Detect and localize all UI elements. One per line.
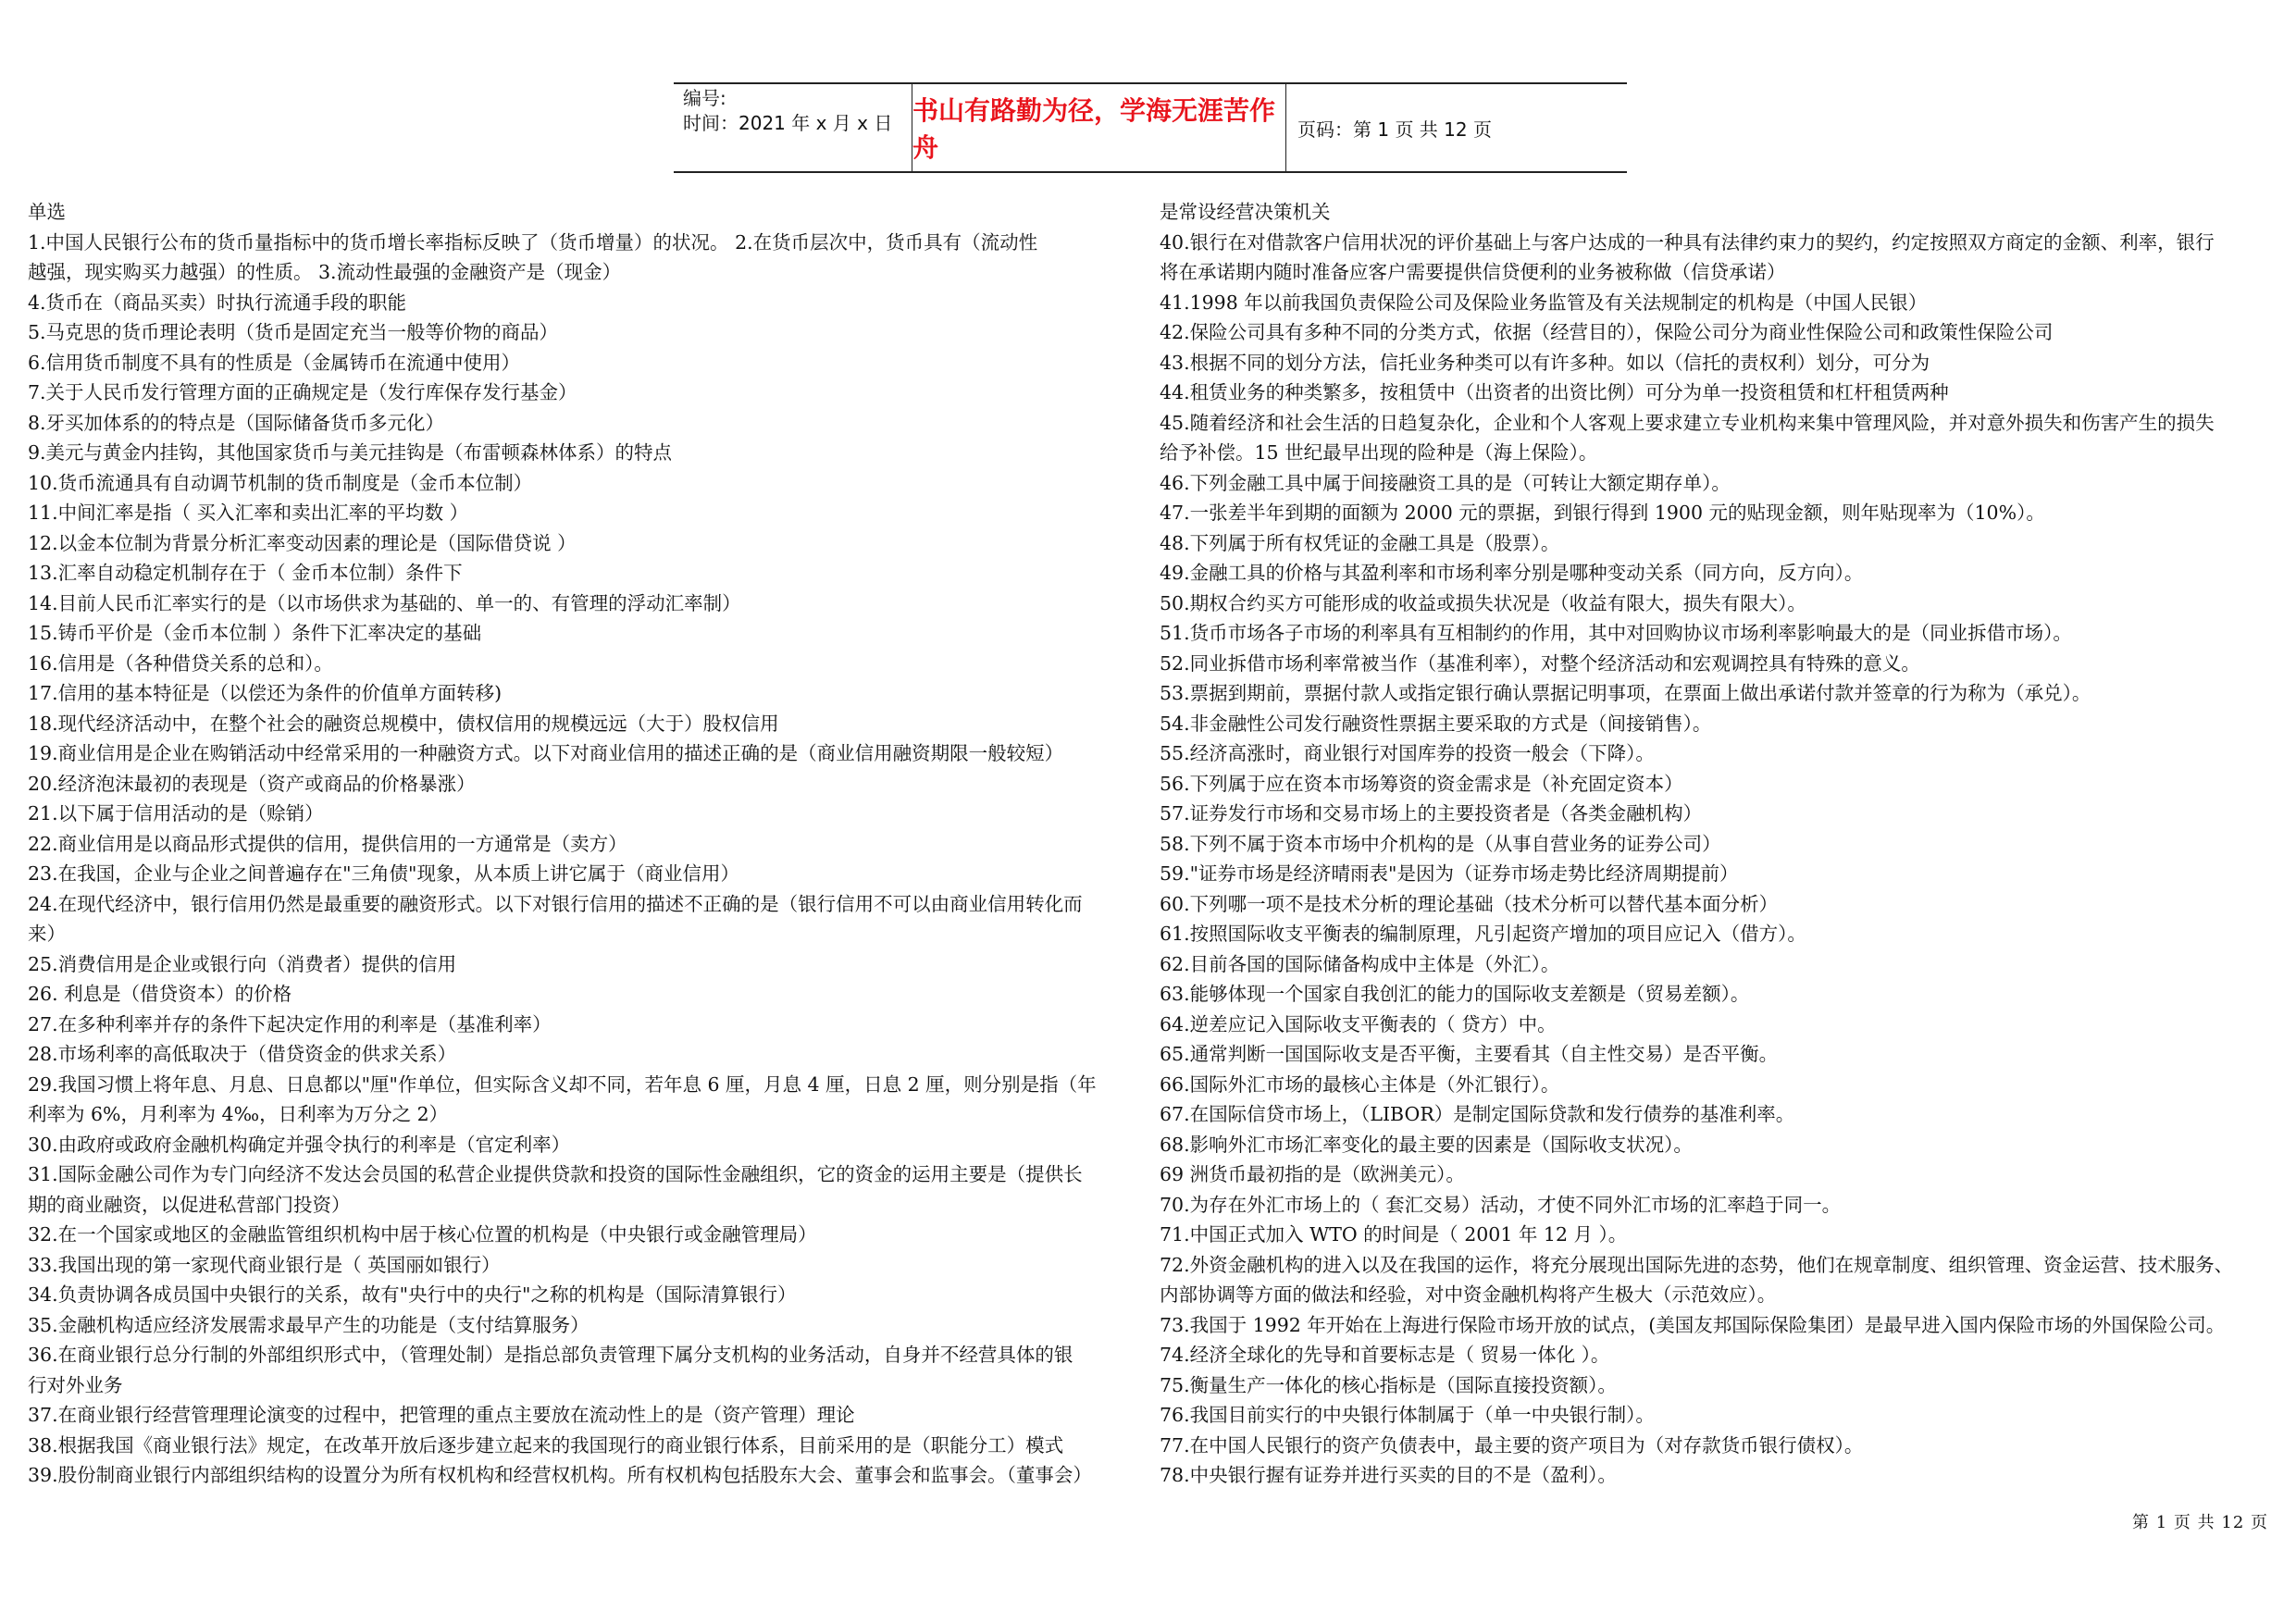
text-line: 66.国际外汇市场的最核心主体是（外汇银行）。 bbox=[1160, 1072, 1560, 1096]
text-line: 25.消费信用是企业或银行向（消费者）提供的信用 bbox=[28, 952, 457, 975]
text-line: 47.一张差半年到期的面额为 2000 元的票据，到银行得到 1900 元的贴现金额，则年贴现率为（10%）。 bbox=[1160, 502, 2045, 524]
text-line: 6.信用货币制度不具有的性质是（金属铸币在流通中使用） bbox=[28, 351, 521, 374]
text-line: 77.在中国人民银行的资产负债表中，最主要的资产项目为（对存款货币银行债权）。 bbox=[1160, 1433, 1864, 1457]
text-line: 30.由政府或政府金融机构确定并强令执行的利率是（官定利率） bbox=[28, 1133, 571, 1156]
text-line: 28.市场利率的高低取决于（借贷资金的供求关系） bbox=[28, 1043, 457, 1065]
text-line: 65.通常判断一国国际收支是否平衡，主要看其（自主性交易）是否平衡。 bbox=[1160, 1043, 1779, 1065]
text-line: 50.期权合约买方可能形成的收益或损失状况是（收益有限大，损失有限大）。 bbox=[1160, 591, 1806, 614]
text-line: 58.下列不属于资本市场中介机构的是（从事自营业务的证券公司） bbox=[1160, 832, 1721, 855]
text-line: 来） bbox=[28, 923, 66, 945]
text-line: 8.牙买加体系的的特点是（国际储备货币多元化） bbox=[28, 411, 445, 434]
text-line: 是常设经营决策机关 bbox=[1160, 201, 1331, 223]
text-line: 4.货币在（商品买卖）时执行流通手段的职能 bbox=[28, 291, 407, 314]
text-line: 63.能够体现一个国家自我创汇的能力的国际收支差额是（贸易差额）。 bbox=[1160, 983, 1750, 1005]
text-line: 35.金融机构适应经济发展需求最早产生的功能是（支付结算服务） bbox=[28, 1313, 590, 1336]
text-line: 17.信用的基本特征是（以偿还为条件的价值单方面转移) bbox=[28, 682, 503, 704]
text-line: 57.证券发行市场和交易市场上的主要投资者是（各类金融机构） bbox=[1160, 802, 1703, 824]
text-line: 44.租赁业务的种类繁多，按租赁中（出资者的出资比例）可分为单一投资租赁和杠杆租赁两种 bbox=[1160, 381, 1949, 403]
text-line: 给予补偿。15 世纪最早出现的险种是（海上保险）。 bbox=[1160, 441, 1598, 464]
text-line: 56.下列属于应在资本市场筹资的资金需求是（补充固定资本） bbox=[1160, 772, 1683, 795]
text-line: 23.在我国，企业与企业之间普遍存在"三角债"现象，从本质上讲它属于（商业信用） bbox=[28, 862, 739, 885]
text-line: 67.在国际信贷市场上，（LIBOR）是制定国际贷款和发行债券的基准利率。 bbox=[1160, 1103, 1795, 1125]
text-line: 71.中国正式加入 WTO 的时间是（ 2001 年 12 月 ）。 bbox=[1160, 1223, 1628, 1246]
text-line: 22.商业信用是以商品形式提供的信用，提供信用的一方通常是（卖方） bbox=[28, 832, 627, 855]
text-line: 1.中国人民银行公布的货币量指标中的货币增长率指标反映了（货币增量）的状况。 2.在货币层次中，货币具有（流动性 bbox=[28, 230, 1038, 254]
text-line: 29.我国习惯上将年息、月息、日息都以"厘"作单位，但实际含义却不同，若年息 6 厘，月息 4 厘，日息 2 厘，则分别是指（年 bbox=[28, 1072, 1097, 1096]
text-line: 14.目前人民币汇率实行的是（以市场供求为基础的、单一的、有管理的浮动汇率制） bbox=[28, 591, 741, 614]
text-line: 16.信用是（各种借贷关系的总和）。 bbox=[28, 651, 333, 675]
text-line: 60.下列哪一项不是技术分析的理论基础（技术分析可以替代基本面分析） bbox=[1160, 892, 1779, 915]
text-line: 33.我国出现的第一家现代商业银行是（ 英国丽如银行） bbox=[28, 1253, 501, 1276]
text-line: 34.负责协调各成员国中央银行的关系，故有"央行中的央行"之称的机构是（国际清算银行） bbox=[28, 1283, 797, 1306]
text-line: 45.随着经济和社会生活的日趋复杂化，企业和个人客观上要求建立专业机构来集中管理风险，并对意外损失和伤害产生的损失 bbox=[1160, 411, 2215, 434]
text-line: 利率为 6%，月利率为 4‰，日利率为万分之 2） bbox=[28, 1103, 449, 1125]
text-line: 将在承诺期内随时准备应客户需要提供信贷便利的业务被称做（信贷承诺） bbox=[1160, 261, 1786, 283]
text-line: 26. 利息是（借贷资本）的价格 bbox=[28, 983, 292, 1005]
text-line: 10.货币流通具有自动调节机制的货币制度是（金币本位制） bbox=[28, 471, 533, 494]
text-line: 54.非金融性公司发行融资性票据主要采取的方式是（间接销售）。 bbox=[1160, 712, 1712, 735]
text-line: 62.目前各国的国际储备构成中主体是（外汇）。 bbox=[1160, 952, 1560, 975]
text-line: 48.下列属于所有权凭证的金融工具是（股票）。 bbox=[1160, 531, 1560, 554]
text-line: 9.美元与黄金内挂钩，其他国家货币与美元挂钩是（布雷顿森林体系）的特点 bbox=[28, 441, 673, 464]
text-line: 5.马克思的货币理论表明（货币是固定充当一般等价物的商品） bbox=[28, 321, 559, 343]
text-line: 51.货币市场各子市场的利率具有互相制约的作用，其中对回购协议市场利率影响最大的是（同业拆借市场）。 bbox=[1160, 622, 2072, 644]
text-line: 64.逆差应记入国际收支平衡表的（ 贷方）中。 bbox=[1160, 1012, 1557, 1035]
text-line: 73.我国于 1992 年开始在上海进行保险市场开放的试点，(美国友邦国际保险集团）是最早进入国内保险市场的外国保险公司。 bbox=[1160, 1313, 2226, 1336]
text-line: 21.以下属于信用活动的是（赊销） bbox=[28, 802, 324, 824]
text-line: 53.票据到期前，票据付款人或指定银行确认票据记明事项，在票面上做出承诺付款并签章的行为称为（承兑）。 bbox=[1160, 682, 2091, 704]
text-line: 越强，现实购买力越强）的性质。 3.流动性最强的金融资产是（现金） bbox=[28, 261, 622, 283]
text-line: 70.为存在外汇市场上的（ 套汇交易）活动，才使不同外汇市场的汇率趋于同一。 bbox=[1160, 1193, 1842, 1216]
header-motto: 书山有路勤为径，学海无涯苦作舟 bbox=[912, 84, 1286, 171]
text-line: 期的商业融资，以促进私营部门投资） bbox=[28, 1193, 351, 1216]
text-line: 75.衡量生产一体化的核心指标是（国际直接投资额）。 bbox=[1160, 1373, 1617, 1396]
text-line: 43.根据不同的划分方法，信托业务种类可以有许多种。如以（信托的责权利）划分，可分为 bbox=[1160, 351, 1930, 374]
text-line: 11.中间汇率是指（ 买入汇率和卖出汇率的平均数 ） bbox=[28, 502, 469, 524]
text-line: 52.同业拆借市场利率常被当作（基准利率），对整个经济活动和宏观调控具有特殊的意义。 bbox=[1160, 651, 1920, 675]
text-line: 39.股份制商业银行内部组织结构的设置分为所有权机构和经营权机构。所有权机构包括股东大会、董事会和监事会。（董事会） bbox=[28, 1464, 1092, 1486]
text-line: 68.影响外汇市场汇率变化的最主要的因素是（国际收支状况）。 bbox=[1160, 1133, 1693, 1156]
text-line: 41.1998 年以前我国负责保险公司及保险业务监管及有关法规制定的机构是（中国人民银） bbox=[1160, 291, 1928, 314]
right-column bbox=[1160, 197, 2270, 1491]
text-line: 74.经济全球化的先导和首要标志是（ 贸易一体化 ）。 bbox=[1160, 1344, 1610, 1366]
text-line: 31.国际金融公司作为专门向经济不发达会员国的私营企业提供贷款和投资的国际性金融组织，它的资金的运用主要是（提供长 bbox=[28, 1163, 1083, 1185]
text-line: 40.银行在对借款客户信用状况的评价基础上与客户达成的一种具有法律约束力的契约，约定按照双方商定的金额、利率，银行 bbox=[1160, 230, 2215, 254]
text-line: 69 洲货币最初指的是（欧洲美元）。 bbox=[1160, 1163, 1465, 1185]
doc-number-label: 编号: bbox=[683, 87, 726, 109]
text-line: 13.汇率自动稳定机制存在于（ 金币本位制）条件下 bbox=[28, 562, 463, 584]
text-line: 27.在多种利率并存的条件下起决定作用的利率是（基准利率） bbox=[28, 1012, 552, 1035]
text-line: 61.按照国际收支平衡表的编制原理，凡引起资产增加的项目应记入（借方）。 bbox=[1160, 923, 1806, 945]
text-line: 42.保险公司具有多种不同的分类方式，依据（经营目的），保险公司分为商业性保险公司和政策性保险公司 bbox=[1160, 321, 2054, 343]
text-line: 38.根据我国《商业银行法》规定，在改革开放后逐步建立起来的我国现行的商业银行体系，目前采用的是（职能分工）模式 bbox=[28, 1433, 1064, 1457]
left-column bbox=[28, 197, 1152, 1491]
text-line: 单选 bbox=[28, 201, 66, 223]
doc-time-label: 时间：2021 年 x 月 x 日 bbox=[683, 112, 893, 134]
text-line: 72.外资金融机构的进入以及在我国的运作，将充分展现出国际先进的态势，他们在规章制度、组织管理、资金运营、技术服务、 bbox=[1160, 1253, 2234, 1276]
text-line: 37.在商业银行经营管理理论演变的过程中，把管理的重点主要放在流动性上的是（资产管理）理论 bbox=[28, 1404, 855, 1426]
header-info-cell bbox=[674, 84, 912, 171]
text-line: 行对外业务 bbox=[28, 1373, 123, 1396]
text-line: 18.现代经济活动中，在整个社会的融资总规模中，债权信用的规模远远（大于）股权信用 bbox=[28, 712, 779, 735]
text-line: 59."证券市场是经济晴雨表"是因为（证券市场走势比经济周期提前） bbox=[1160, 862, 1739, 885]
text-line: 7.关于人民币发行管理方面的正确规定是（发行库保存发行基金） bbox=[28, 381, 577, 403]
text-line: 15.铸币平价是（金币本位制 ）条件下汇率决定的基础 bbox=[28, 622, 482, 644]
document-header bbox=[674, 82, 1627, 173]
text-line: 49.金融工具的价格与其盈利率和市场利率分别是哪种变动关系（同方向，反方向）。 bbox=[1160, 562, 1864, 584]
text-line: 55.经济高涨时，商业银行对国库券的投资一般会（下降）。 bbox=[1160, 742, 1655, 764]
text-line: 32.在一个国家或地区的金融监管组织机构中居于核心位置的机构是（中央银行或金融管理局） bbox=[28, 1223, 817, 1246]
text-line: 内部协调等方面的做法和经验，对中资金融机构将产生极大（示范效应）。 bbox=[1160, 1283, 1777, 1306]
text-line: 78.中央银行握有证券并进行买卖的目的不是（盈利）。 bbox=[1160, 1464, 1617, 1486]
text-line: 46.下列金融工具中属于间接融资工具的是（可转让大额定期存单）。 bbox=[1160, 471, 1731, 494]
text-line: 12.以金本位制为背景分析汇率变动因素的理论是（国际借贷说 ） bbox=[28, 531, 577, 554]
header-page-label: 页码：第 1 页 共 12 页 bbox=[1297, 118, 1492, 141]
text-line: 20.经济泡沫最初的表现是（资产或商品的价格暴涨） bbox=[28, 772, 476, 795]
text-line: 76.我国目前实行的中央银行体制属于（单一中央银行制）。 bbox=[1160, 1404, 1655, 1426]
text-line: 24.在现代经济中，银行信用仍然是最重要的融资形式。以下对银行信用的描述不正确的是（银行信用不可以由商业信用转化而 bbox=[28, 892, 1083, 915]
page-footer: 第 1 页 共 12 页 bbox=[2132, 1513, 2268, 1532]
text-line: 36.在商业银行总分行制的外部组织形式中，（管理处制）是指总部负责管理下属分支机构的业务活动，自身并不经营具体的银 bbox=[28, 1344, 1074, 1366]
text-line: 19.商业信用是企业在购销活动中经常采用的一种融资方式。以下对商业信用的描述正确的是（商业信用融资期限一般较短） bbox=[28, 742, 1064, 764]
